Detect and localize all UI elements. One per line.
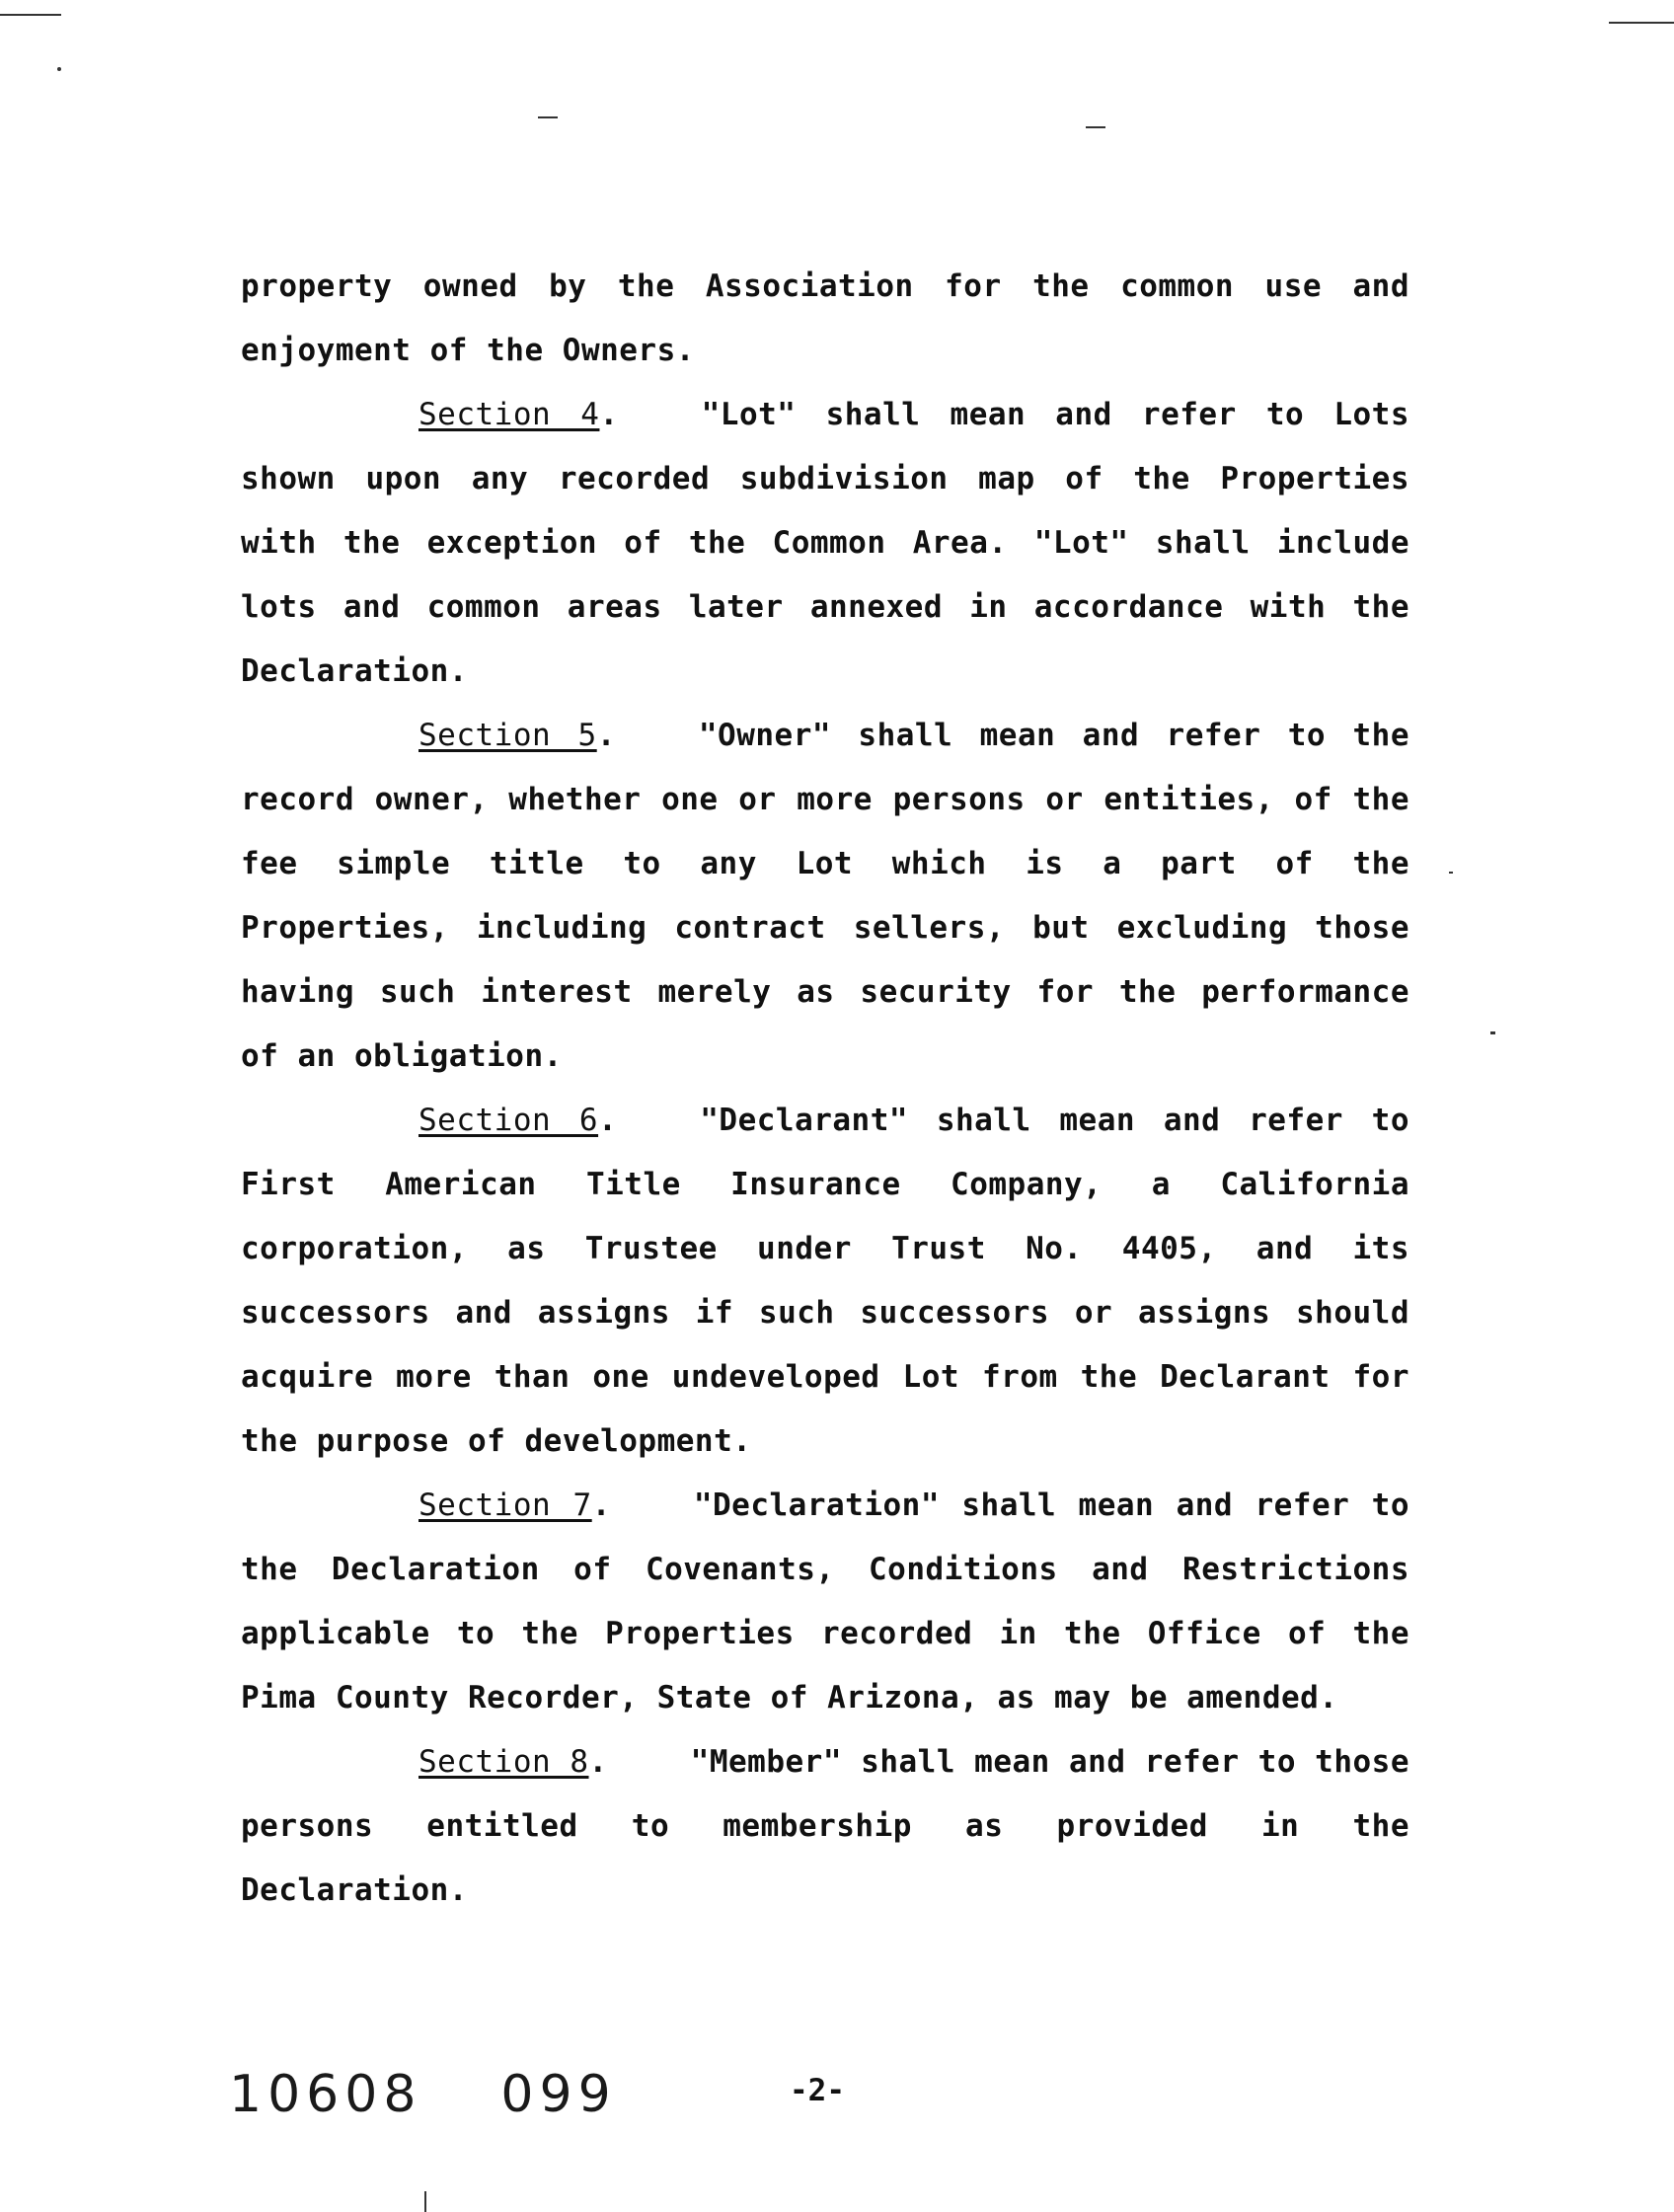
- opening-paragraph: property owned by the Association for the common use and enjoyment of the Owners.: [241, 268, 1409, 368]
- section-5-paragraph: Section 5. "Owner" shall mean and refer to the record owner, whether one or more persons or entities, of the fee simple title to any Lot which is a part of the Properties, including contract sellers, but excluding those having such interest merely as security for the performance of an obligation.: [241, 718, 1409, 1074]
- scan-mark: [1609, 22, 1674, 24]
- scan-mark: [538, 116, 558, 118]
- scan-mark: [1449, 872, 1453, 874]
- scan-mark: [57, 67, 61, 71]
- section-7-text: "Declaration" shall mean and refer to the Declaration of Covenants, Conditions and Restrictions applicable to the Properties recorded in the Office of the Pima County Recorder, State of Arizona, as may be amended.: [241, 1487, 1409, 1716]
- section-5-heading: Section 5: [418, 718, 597, 753]
- recording-stamp-book: 10608: [229, 2065, 422, 2124]
- scan-mark: [424, 2191, 426, 2212]
- section-4-paragraph: Section 4. "Lot" shall mean and refer to Lots shown upon any recorded subdivision map of the Properties with the exception of the Common Area. "Lot" shall include lots and common areas later annexed in accordance with the Declaration.: [241, 397, 1409, 689]
- section-7-paragraph: Section 7. "Declaration" shall mean and refer to the Declaration of Covenants, Conditions and Restrictions applicable to the Properties recorded in the Office of the Pima County Recorder, State of Arizona, as may be amended.: [241, 1487, 1409, 1716]
- scan-mark: [1490, 1031, 1495, 1034]
- section-6-paragraph: Section 6. "Declarant" shall mean and refer to First American Title Insurance Company, a California corporation, as Trustee under Trust No. 4405, and its successors and assigns if such successors or assigns should acquire more than one undeveloped Lot from the Declarant for the purpose of development.: [241, 1103, 1409, 1459]
- recording-stamp: [229, 2065, 617, 2124]
- section-8-text: "Member" shall mean and refer to those persons entitled to membership as provided in the Declaration.: [241, 1744, 1409, 1908]
- section-8-paragraph: Section 8. "Member" shall mean and refer to those persons entitled to membership as provided in the Declaration.: [241, 1744, 1409, 1908]
- recording-stamp-page: 099: [500, 2065, 617, 2124]
- scan-mark: [0, 14, 61, 16]
- page-number: -2-: [790, 2073, 845, 2108]
- section-4-heading: Section 4: [418, 397, 600, 432]
- section-6-text: "Declarant" shall mean and refer to First American Title Insurance Company, a California corporation, as Trustee under Trust No. 4405, and its successors and assigns if such successors or assigns should acquire more than one undeveloped Lot from the Declarant for the purpose of development.: [241, 1103, 1409, 1459]
- section-5-text: "Owner" shall mean and refer to the record owner, whether one or more persons or entities, of the fee simple title to any Lot which is a part of the Properties, including contract sellers, but excluding those having such interest merely as security for the performance of an obligation.: [241, 718, 1409, 1074]
- document-body: [241, 255, 1409, 1923]
- section-4-text: "Lot" shall mean and refer to Lots shown upon any recorded subdivision map of the Properties with the exception of the Common Area. "Lot" shall include lots and common areas later annexed in accordance with the Declaration.: [241, 397, 1409, 689]
- section-6-heading: Section 6: [418, 1103, 599, 1138]
- section-7-heading: Section 7: [418, 1487, 592, 1523]
- scan-mark: [1086, 126, 1105, 128]
- section-8-heading: Section 8: [418, 1744, 589, 1780]
